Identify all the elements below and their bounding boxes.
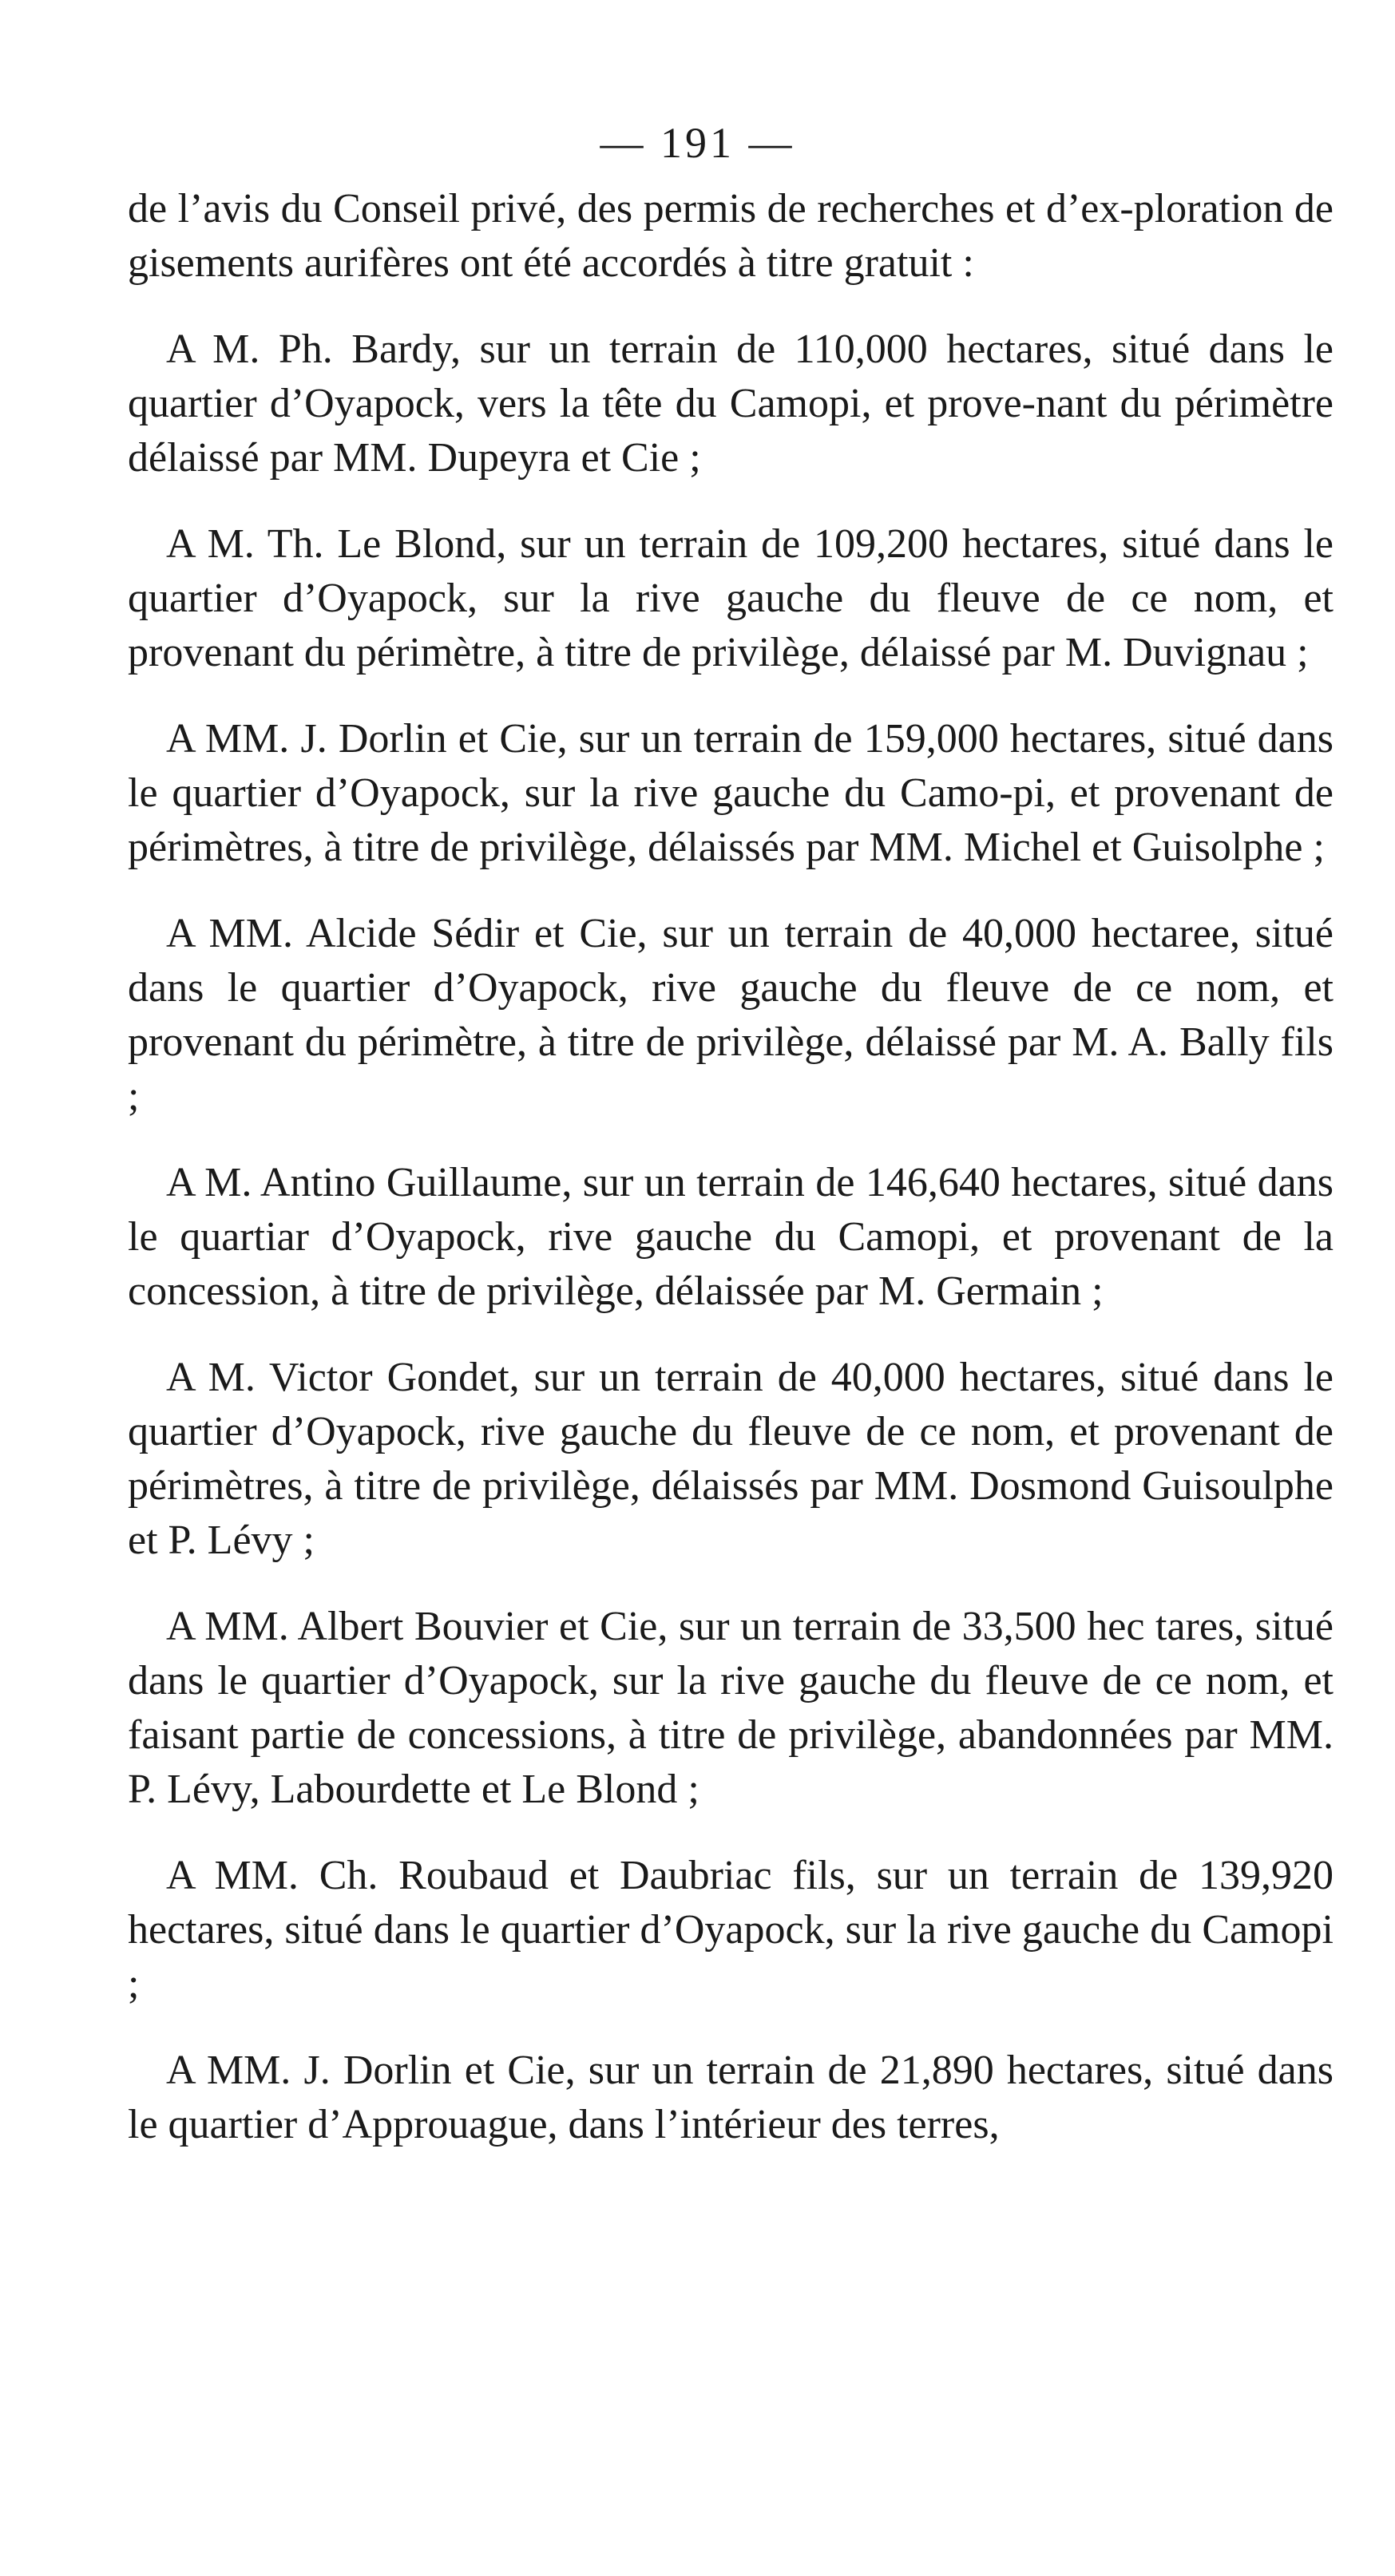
paragraph-grant-dorlin-2: A MM. J. Dorlin et Cie, sur un terrain de 21,890 hectares, situé dans le quartier d’Approuague, dans l’intérieur des terres, xyxy=(128,2048,1334,2147)
paragraph-intro: de l’avis du Conseil privé, des permis de recherches et d’ex-ploration de gisements aurifères ont été accordés à titre gratuit : xyxy=(128,186,1334,286)
paragraph-grant-bardy: A M. Ph. Bardy, sur un terrain de 110,000 hectares, situé dans le quartier d’Oyapock, vers la tête du Camopi, et prove-nant du périmètre délaissé par MM. Dupeyra et Cie ; xyxy=(128,326,1334,481)
paragraph-grant-gondet: A M. Victor Gondet, sur un terrain de 40,000 hectares, situé dans le quartier d’Oyapock, rive gauche du fleuve de ce nom, et provenant de périmètres, à titre de privilège, délaissés par MM. Dosmond Guisoulphe et P. Lévy ; xyxy=(128,1355,1334,1563)
paragraph-grant-guillaume: A M. Antino Guillaume, sur un terrain de 146,640 hectares, situé dans le quartiar d’Oyapock, rive gauche du Camopi, et provenant de la concession, à titre de privilège, délaissée par M. Germain ; xyxy=(128,1160,1334,1314)
paragraph-grant-roubaud: A MM. Ch. Roubaud et Daubriac fils, sur un terrain de 139,920 hectares, situé dans le quartier d’Oyapock, sur la rive gauche du Camopi ; xyxy=(128,1853,1334,2007)
paragraph-grant-sedir: A MM. Alcide Sédir et Cie, sur un terrain de 40,000 hectaree, situé dans le quartier d’Oyapock, rive gauche du fleuve de ce nom, et provenant du périmètre, à titre de privilège, délaissé par M. A. Bally fils ; xyxy=(128,911,1334,1119)
page-number-header: — 191 — xyxy=(600,119,795,167)
body-text xyxy=(128,182,1334,2152)
paragraph-grant-bouvier: A MM. Albert Bouvier et Cie, sur un terrain de 33,500 hec tares, situé dans le quartier d’Oyapock, sur la rive gauche du fleuve de ce nom, et faisant partie de concessions, à titre de privilège, abandonnées par MM. P. Lévy, Labourdette et Le Blond ; xyxy=(128,1604,1334,1812)
paragraph-grant-le-blond: A M. Th. Le Blond, sur un terrain de 109,200 hectares, situé dans le quartier d’Oyapock, sur la rive gauche du fleuve de ce nom, et provenant du périmètre, à titre de privilège, délaissé par M. Duvignau ; xyxy=(128,521,1334,675)
paragraph-grant-dorlin-1: A MM. J. Dorlin et Cie, sur un terrain de 159,000 hectares, situé dans le quartier d’Oyapock, sur la rive gauche du Camo-pi, et provenant de périmètres, à titre de privilège, délaissés par MM. Michel et Guisolphe ; xyxy=(128,716,1334,870)
